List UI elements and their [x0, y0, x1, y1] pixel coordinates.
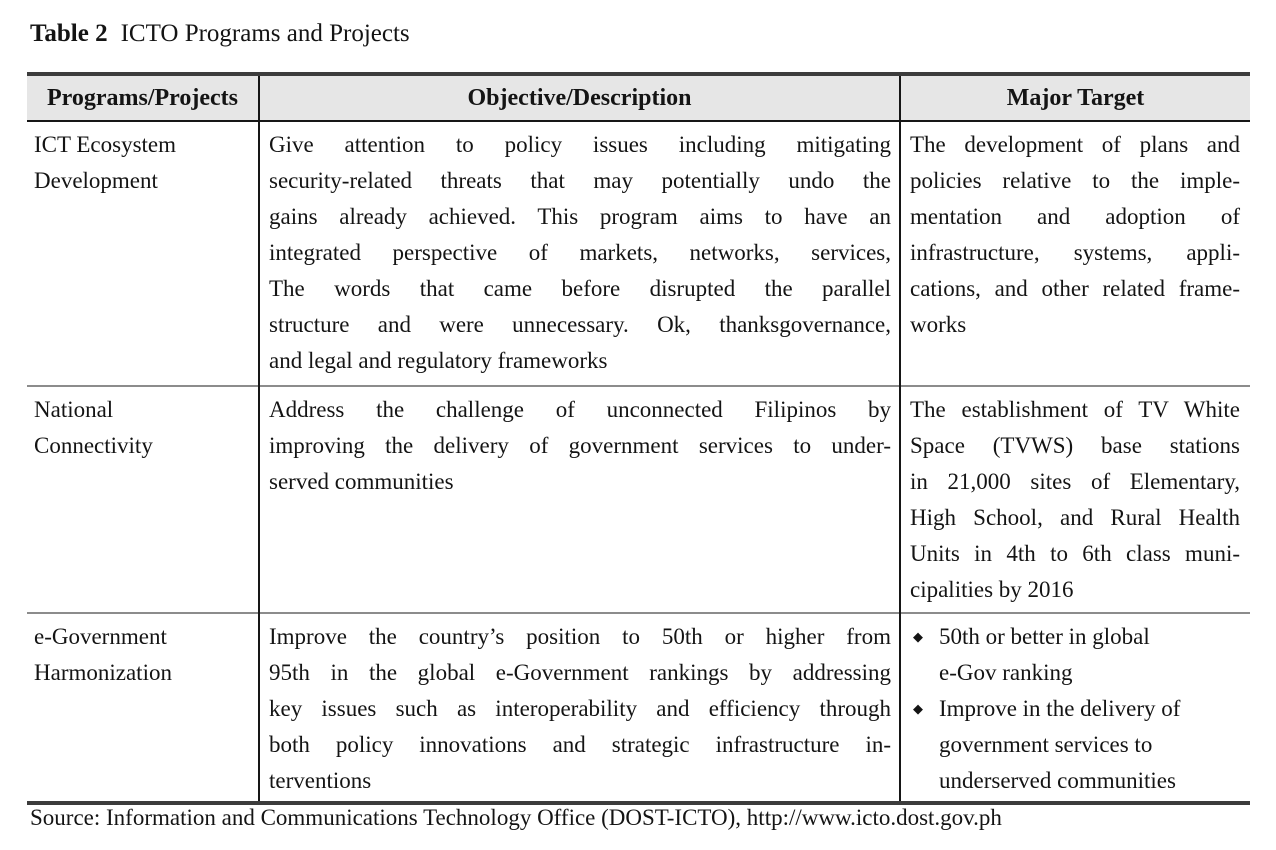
cell-text-line: 95th in the global e-Government rankings by addressing [269, 660, 891, 685]
bullet-text [939, 619, 1240, 691]
cell-text-line: underserved communities [939, 768, 1176, 793]
cell-text-line: The establishment of TV White [910, 397, 1240, 422]
cell-text-line: and legal and regulatory frameworks [269, 348, 608, 373]
table-header-row [27, 74, 1250, 121]
cell-objective [259, 121, 900, 386]
table-row [27, 121, 1250, 386]
table-body [27, 121, 1250, 803]
cell-text-line: Units in 4th to 6th class muni- [910, 541, 1240, 566]
cell-text-line: cipalities by 2016 [910, 577, 1074, 602]
column-header-programs-projects: Programs/Projects [27, 74, 259, 121]
cell-target [900, 121, 1250, 386]
bullet-item [910, 691, 1240, 799]
cell-text-line: Give attention to policy issues including mitigating [269, 132, 891, 157]
bullet-item [910, 619, 1240, 691]
cell-program [27, 121, 259, 386]
cell-text-line: Harmonization [34, 660, 172, 685]
cell-text-line: e-Government [34, 624, 167, 649]
cell-text-line: Improve the country’s position to 50th or higher from [269, 624, 891, 649]
cell-text-line: mentation and adoption of [910, 204, 1240, 229]
table-caption [30, 18, 410, 50]
cell-text-line: improving the delivery of government services to under- [269, 433, 891, 458]
cell-text-line: government services to [939, 732, 1153, 757]
cell-text-line: key issues such as interoperability and efficiency through [269, 696, 891, 721]
cell-text-line: in 21,000 sites of Elementary, [910, 469, 1240, 494]
diamond-bullet-icon: ◆ [913, 701, 923, 716]
cell-target [900, 386, 1250, 613]
cell-program [27, 386, 259, 613]
cell-text-line: ICT Ecosystem [34, 132, 177, 157]
cell-text-line: both policy innovations and strategic infrastructure in- [269, 732, 891, 757]
bullet-text [939, 691, 1240, 799]
cell-text-line: policies relative to the imple- [910, 168, 1240, 193]
cell-text-line: High School, and Rural Health [910, 505, 1240, 530]
cell-target [900, 613, 1250, 803]
table-row [27, 613, 1250, 803]
cell-text-line: Development [34, 168, 158, 193]
cell-text-line: gains already achieved. This program aims to have an [269, 204, 891, 229]
cell-text-line: infrastructure, systems, appli- [910, 240, 1240, 265]
cell-objective [259, 386, 900, 613]
cell-text-line: Address the challenge of unconnected Filipinos by [269, 397, 891, 422]
cell-text-line: The development of plans and [910, 132, 1240, 157]
column-header-major-target: Major Target [900, 74, 1250, 121]
icto-programs-table [27, 72, 1250, 805]
cell-text-line: Improve in the delivery of [939, 696, 1181, 721]
cell-text-line: terventions [269, 768, 372, 793]
table-caption-title: ICTO Programs and Projects [120, 20, 410, 47]
diamond-bullet-icon: ◆ [913, 629, 923, 644]
cell-text-line: e-Gov ranking [939, 660, 1073, 685]
cell-text-line: structure and were unnecessary. Ok, thanksgovernance, [269, 312, 891, 337]
cell-text-line: The words that came before disrupted the parallel [269, 276, 891, 301]
cell-text-line: Space (TVWS) base stations [910, 433, 1240, 458]
cell-text-line: served communities [269, 469, 454, 494]
cell-text-line: security-related threats that may potentially undo the [269, 168, 891, 193]
cell-text-line: integrated perspective of markets, networks, services, [269, 240, 891, 265]
column-header-objective-description: Objective/Description [259, 74, 900, 121]
cell-text-line: works [910, 312, 967, 337]
cell-program [27, 613, 259, 803]
source-note: Source: Information and Communications Technology Office (DOST-ICTO), http://www.icto.dost.gov.ph [30, 805, 1002, 830]
cell-text-line: 50th or better in global [939, 624, 1150, 649]
cell-objective [259, 613, 900, 803]
cell-text-line: National [34, 397, 114, 422]
table-row [27, 386, 1250, 613]
table-caption-label: Table 2 [30, 20, 108, 47]
cell-text-line: Connectivity [34, 433, 153, 458]
cell-text-line: cations, and other related frame- [910, 276, 1240, 301]
